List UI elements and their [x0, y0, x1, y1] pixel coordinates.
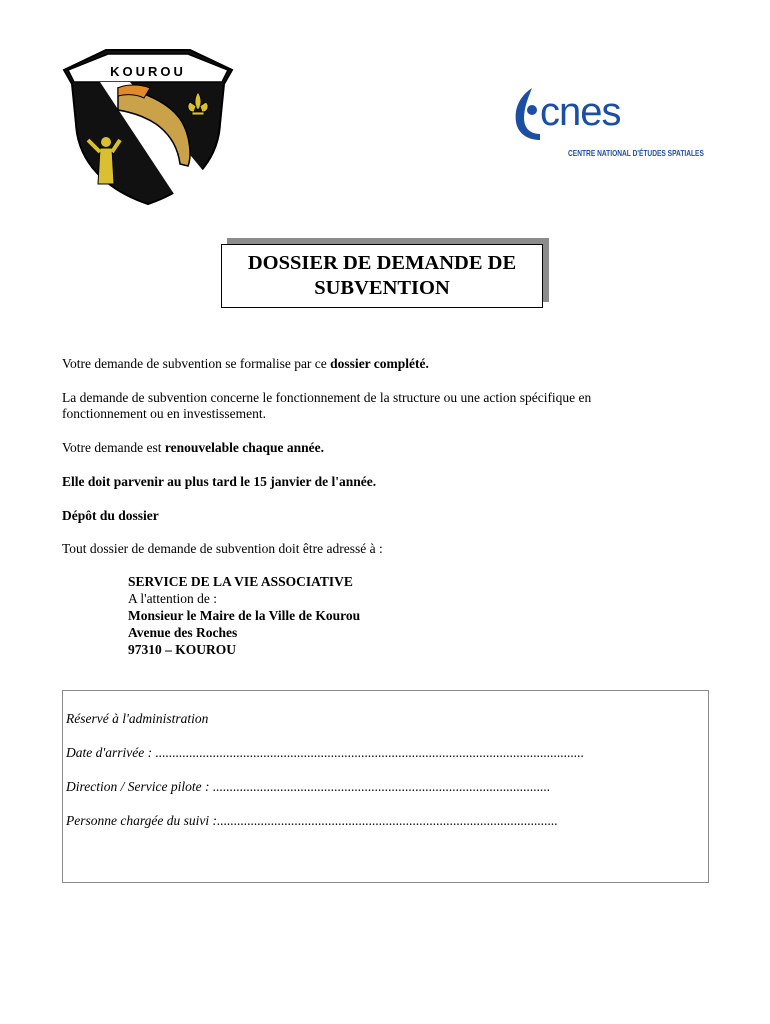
person-in-charge-field[interactable]: Personne chargée du suivi :..................................................................................................... [66, 813, 558, 828]
scope-paragraph-line-2: fonctionnement ou en investissement. [62, 406, 266, 421]
cnes-logo [510, 84, 704, 166]
direction-service-field[interactable]: Direction / Service pilote : .................................................................................................... [66, 779, 551, 794]
title-line-2: SUBVENTION [314, 277, 450, 299]
arrival-date-field[interactable]: Date d'arrivée : ............................................................................................................................... [66, 745, 585, 760]
deposit-heading: Dépôt du dossier [62, 508, 159, 523]
renewal-bold: renouvelable chaque année. [164, 440, 324, 455]
cnes-subtitle: CENTRE NATIONAL D'ÉTUDES SPATIALES [568, 148, 704, 158]
title-line-1: DOSSIER DE DEMANDE DE [247, 252, 517, 274]
intro-text: Votre demande de subvention se formalise par ce [62, 356, 331, 371]
intro-bold: dossier complété. [330, 356, 429, 371]
scope-paragraph-line-1: La demande de subvention concerne le fonctionnement de la structure ou une action spécifique en [62, 390, 592, 405]
deadline-paragraph: Elle doit parvenir au plus tard le 15 janvier de l'année. [62, 474, 377, 489]
intro-paragraph [62, 355, 429, 372]
address-attention: A l'attention de : [128, 591, 218, 606]
address-service: SERVICE DE LA VIE ASSOCIATIVE [128, 574, 353, 589]
document-title-box [221, 244, 543, 308]
address-recipient: Monsieur le Maire de la Ville de Kourou [128, 608, 361, 623]
crest-title-text: KOUROU [110, 64, 186, 79]
address-intro: Tout dossier de demande de subvention doit être adressé à : [62, 541, 383, 556]
renewal-paragraph [62, 439, 324, 456]
kourou-crest-logo [60, 44, 236, 208]
renewal-text: Votre demande est [62, 440, 165, 455]
address-street: Avenue des Roches [128, 625, 238, 640]
cnes-wordmark: cnes [540, 90, 621, 134]
address-city: 97310 – KOUROU [128, 642, 236, 657]
admin-reserved-box [62, 690, 709, 883]
admin-heading: Réservé à l'administration [66, 711, 209, 726]
